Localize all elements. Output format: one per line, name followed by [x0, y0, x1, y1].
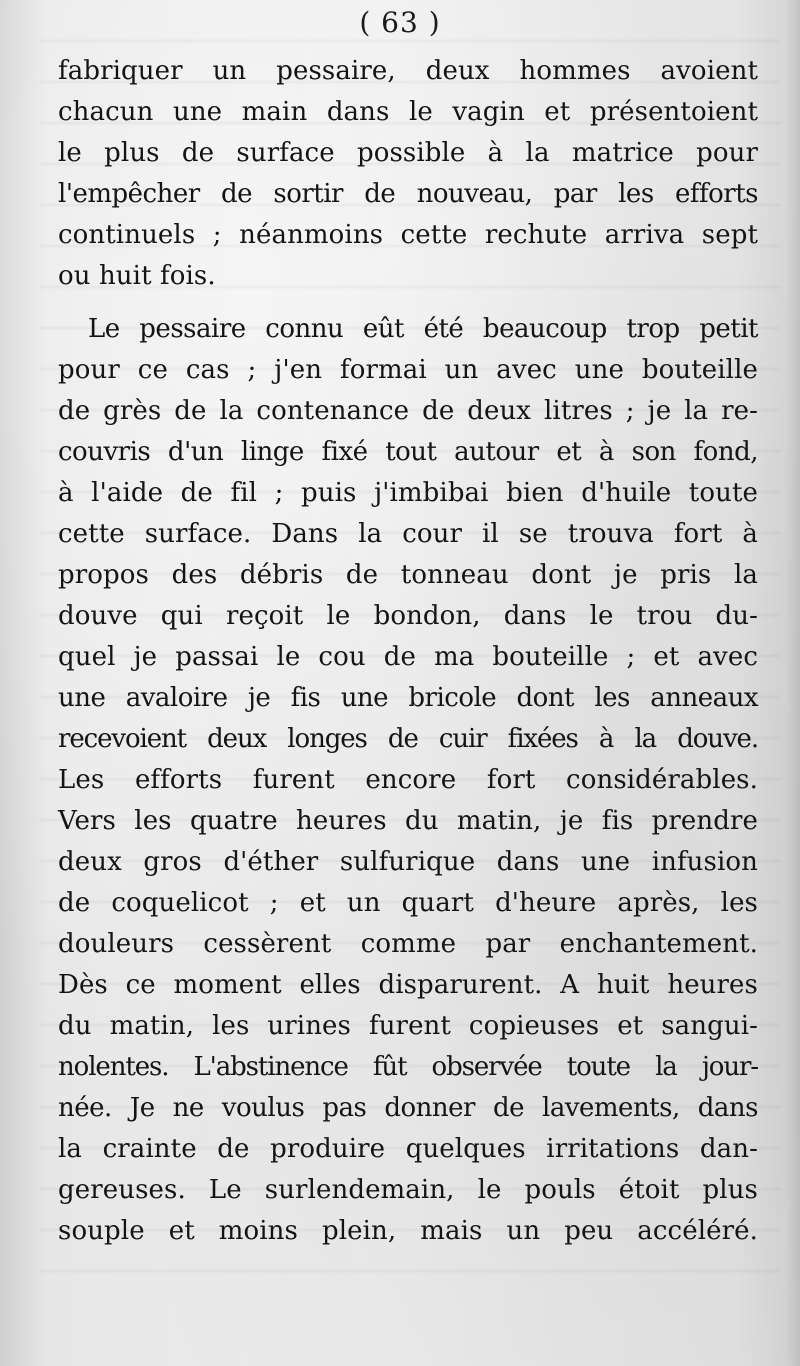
text-line: fabriquer un pessaire, deux hommes avoient — [58, 56, 758, 86]
text-line: continuels ; néanmoins cette rechute arriva sept — [58, 220, 758, 250]
paragraph-1 — [58, 51, 758, 297]
text-line: chacun une main dans le vagin et présentoient — [58, 97, 758, 127]
text-line: une avaloire je fis une bricole dont les anneaux — [58, 683, 758, 713]
text-line: douve qui reçoit le bondon, dans le trou du- — [58, 601, 758, 631]
text-line: douleurs cessèrent comme par enchantement. — [58, 929, 758, 959]
text-line: propos des débris de tonneau dont je pris la — [58, 560, 758, 590]
text-line: ou huit fois. — [58, 261, 216, 291]
text-line: deux gros d'éther sulfurique dans une infusion — [58, 847, 758, 877]
text-line: à l'aide de fil ; puis j'imbibai bien d'huile toute — [58, 478, 758, 508]
text-line: Le pessaire connu eût été beaucoup trop petit — [88, 314, 758, 344]
text-line: née. Je ne voulus pas donner de lavements, dans — [58, 1093, 758, 1123]
body-text — [58, 51, 758, 1252]
text-line: recevoient deux longes de cuir fixées à la douve. — [58, 724, 758, 754]
text-line: couvris d'un linge fixé tout autour et à son fond, — [58, 437, 758, 467]
page-number: ( 63 ) — [359, 6, 441, 39]
text-line: la crainte de produire quelques irritations dan- — [58, 1134, 758, 1164]
text-line: nolentes. L'abstinence fût observée toute la jour- — [58, 1052, 758, 1082]
text-line: de coquelicot ; et un quart d'heure après, les — [58, 888, 758, 918]
text-line: Les efforts furent encore fort considérables. — [58, 765, 758, 795]
text-line: l'empêcher de sortir de nouveau, par les efforts — [58, 179, 758, 209]
text-line: gereuses. Le surlendemain, le pouls étoit plus — [58, 1175, 758, 1205]
text-line: Dès ce moment elles disparurent. A huit heures — [58, 970, 758, 1000]
text-line: quel je passai le cou de ma bouteille ; et avec — [58, 642, 758, 672]
text-line: de grès de la contenance de deux litres ; je la re- — [58, 396, 758, 426]
text-line: le plus de surface possible à la matrice pour — [58, 138, 758, 168]
page-edge-shadow — [786, 0, 800, 1366]
text-line: Vers les quatre heures du matin, je fis prendre — [58, 806, 758, 836]
text-line: cette surface. Dans la cour il se trouva fort à — [58, 519, 758, 549]
text-line: du matin, les urines furent copieuses et sangui- — [58, 1011, 758, 1041]
paragraph-2 — [58, 309, 758, 1252]
text-line: souple et moins plein, mais un peu accéléré. — [58, 1216, 758, 1246]
text-line: pour ce cas ; j'en formai un avec une bouteille — [58, 355, 758, 385]
